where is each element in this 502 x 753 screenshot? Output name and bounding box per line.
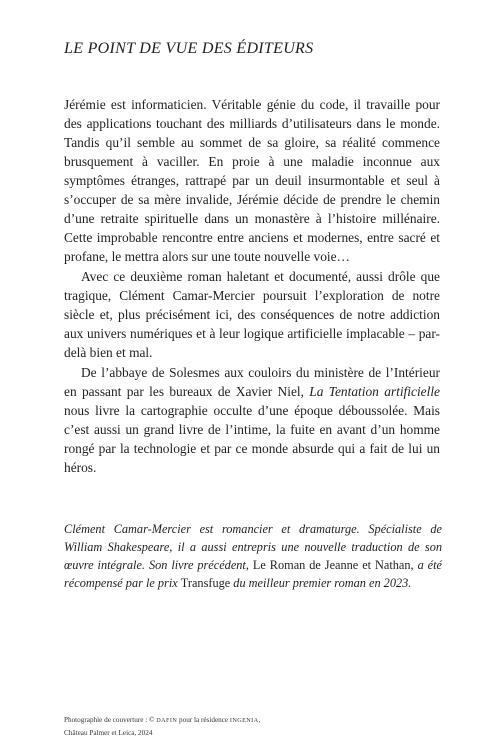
- photo-credit: [64, 714, 444, 739]
- bio-text: Clément Camar-Mercier est romancier et dramaturge. Spécialiste de William Shakespeare, il a aussi entrepris une nouvelle traduction de son œuvre intégrale. Son livre précédent,: [64, 522, 442, 572]
- credit-text: Photographie de couverture : ©: [64, 716, 157, 724]
- credit-text: pour la résidence: [177, 716, 230, 724]
- credit-text: DAFIN: [156, 717, 178, 724]
- credit-text: INGENIA: [229, 717, 259, 724]
- previous-book-title: Le Roman de Jeanne et Nathan: [252, 558, 411, 572]
- bio-text: , a été récompensé par le prix: [64, 558, 442, 590]
- synopsis-paragraph: [64, 363, 440, 477]
- credit-line: Château Palmer et Leica, 2024: [64, 729, 153, 737]
- author-bio: [64, 520, 442, 592]
- credit-text: ,: [258, 716, 261, 724]
- book-title: La Tentation artificielle: [309, 384, 440, 399]
- synopsis-text: [64, 95, 440, 477]
- synopsis-paragraph: Avec ce deuxième roman haletant et documenté, aussi drôle que tragique, Clément Camar-Mercier poursuit l’exploration de notre siècle et, plus précisément ici, des conséquences de notre addiction aux univers numériques et à leur logique artificielle implacable – par-delà bien et mal.: [64, 269, 440, 360]
- prize-name: Transfuge: [180, 576, 231, 590]
- section-heading: LE POINT DE VUE DES ÉDITEURS: [64, 40, 314, 57]
- synopsis-paragraph: Jérémie est informaticien. Véritable génie du code, il travaille pour des applications touchant des milliards d’utilisateurs dans le monde. Tandis qu’il semble au sommet de sa gloire, sa réalité commence brusquement à vaciller. En proie à une maladie inconnue aux symptômes étranges, rattrapé par un deuil insurmontable et seul à s’occuper de sa mère invalide, Jérémie décide de prendre le chemin d’une retraite spirituelle dans un monastère à l’histoire millénaire. Cette improbable rencontre entre anciens et modernes, entre sacré et profane, le mettra alors sur une toute nouvelle voie…: [64, 97, 440, 264]
- credit-line: [64, 714, 444, 727]
- paragraph-text: nous livre la cartographie occulte d’une époque déboussolée. Mais c’est aussi un grand livre de l’intime, la fuite en avant d’un homme rongé par la technologie et par ce monde absurde qui a fait de lui un héros.: [64, 403, 440, 475]
- paragraph-text: De l’abbaye de Solesmes aux couloirs du ministère de l’Intérieur en passant par les bureaux de Xavier Niel,: [64, 365, 440, 399]
- bio-text: du meilleur premier roman en 2023.: [230, 576, 412, 590]
